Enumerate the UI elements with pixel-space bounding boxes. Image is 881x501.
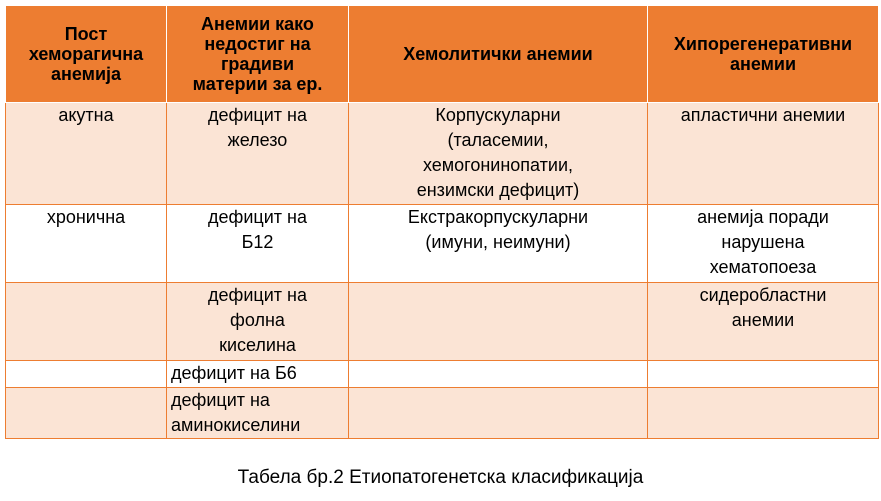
table-caption: Табела бр.2 Етиопатогенетска класификација: [237, 467, 644, 488]
table-cell: [349, 361, 648, 388]
table-row: [6, 205, 879, 283]
table-cell: анемија поради нарушена хематопоеза: [648, 205, 879, 283]
table-cell: [6, 283, 167, 361]
table-cell: [349, 388, 648, 439]
table-cell: акутна: [6, 103, 167, 205]
header-cell-posthemorrhagic: Пост хеморагична анемија: [6, 6, 167, 103]
header-cell-hyporegenerative: Хипорегенеративни анемии: [648, 6, 879, 103]
table-cell: дефицит на фолна киселина: [167, 283, 349, 361]
table-row: [6, 388, 879, 439]
table-cell: сидеробластни анемии: [648, 283, 879, 361]
table-cell: [349, 283, 648, 361]
table-cell: [6, 361, 167, 388]
table-cell: дефицит на железо: [167, 103, 349, 205]
header-cell-deficiency: Анемии како недостиг на градиви материи за ер.: [167, 6, 349, 103]
table-cell: [6, 388, 167, 439]
table-row: [6, 283, 879, 361]
table-cell: Екстракорпускуларни (имуни, неимуни): [349, 205, 648, 283]
table-cell: дефицит на Б12: [167, 205, 349, 283]
table-cell: Корпускуларни (таласемии, хемогонинопатии, ензимски дефицит): [349, 103, 648, 205]
table-cell: хронична: [6, 205, 167, 283]
table-cell: [648, 361, 879, 388]
table-cell: апластични анемии: [648, 103, 879, 205]
table-cell: [648, 388, 879, 439]
table-body: [6, 103, 879, 439]
table-row: [6, 103, 879, 205]
table-cell: дефицит на Б6: [167, 361, 349, 388]
table-row: [6, 361, 879, 388]
classification-table: [5, 5, 879, 439]
table-cell: дефицит на аминокиселини: [167, 388, 349, 439]
header-row: [6, 6, 879, 103]
header-cell-hemolytic: Хемолитички анемии: [349, 6, 648, 103]
table-header: [6, 6, 879, 103]
